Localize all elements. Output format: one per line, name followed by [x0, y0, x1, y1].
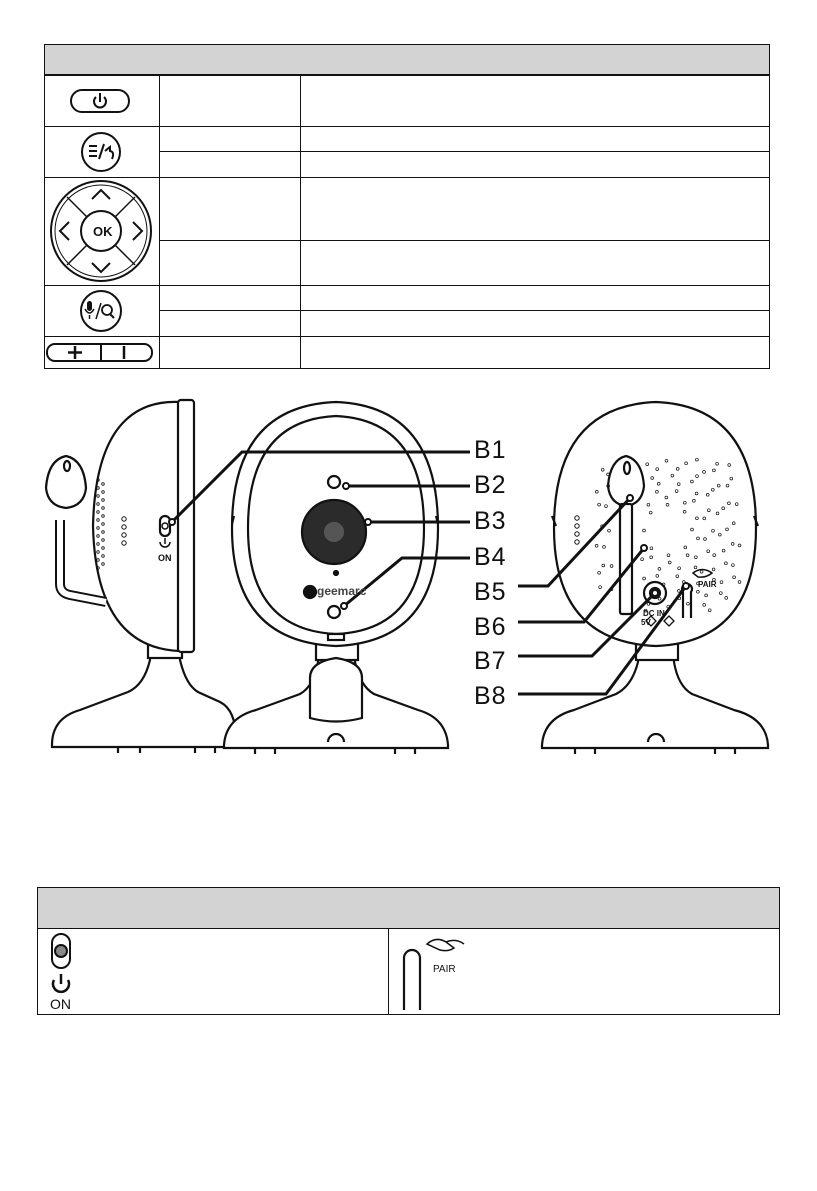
power-icon: [71, 90, 129, 112]
side-view: [46, 400, 236, 753]
function-name-cell: [159, 126, 301, 152]
description-cell: [300, 126, 770, 152]
function-name-cell: [159, 75, 301, 127]
description-cell: [300, 336, 770, 369]
function-name-cell: [159, 151, 301, 178]
pair-label: PAIR: [433, 964, 456, 975]
callout-b6: B6: [474, 613, 507, 641]
menu-back-icon: [82, 133, 120, 171]
talk-zoom-icon: [81, 291, 121, 331]
description-cell: [300, 177, 770, 241]
baby-unit-table-header: [37, 887, 780, 929]
description-cell: [300, 151, 770, 178]
function-name-cell: [159, 310, 301, 337]
function-name-cell: [159, 240, 301, 286]
function-name-cell: [159, 285, 301, 311]
description-cell: [300, 310, 770, 337]
volume-plus-minus-icon: [47, 344, 152, 361]
callout-b3: B3: [474, 507, 507, 535]
function-name-cell: [159, 336, 301, 369]
ok-button-label: OK: [93, 224, 113, 239]
power-switch-icon: [52, 934, 70, 992]
callout-b1: B1: [474, 436, 507, 464]
dc-in-label: DC IN: [643, 609, 665, 618]
parent-unit-table-header: [44, 44, 770, 75]
back-view: [542, 402, 768, 754]
callout-b5: B5: [474, 578, 507, 606]
brand-logo-text: geemarc: [317, 584, 367, 598]
baby-unit-diagram: [0, 380, 817, 770]
back-pair-label: PAIR: [698, 580, 717, 589]
voltage-label: 5V: [641, 618, 651, 627]
callout-b4: B4: [474, 543, 507, 571]
on-label: ON: [50, 996, 71, 1012]
description-cell: [300, 285, 770, 311]
callout-b8: B8: [474, 682, 507, 710]
side-on-label: ON: [158, 553, 172, 563]
baby-unit-controls-icons: [40, 930, 500, 1014]
front-view: [224, 402, 448, 754]
function-name-cell: [159, 177, 301, 241]
description-cell: [300, 75, 770, 127]
parent-unit-icons: [44, 75, 160, 369]
callout-b2: B2: [474, 471, 507, 499]
callout-b7: B7: [474, 647, 507, 675]
description-cell: [300, 240, 770, 286]
